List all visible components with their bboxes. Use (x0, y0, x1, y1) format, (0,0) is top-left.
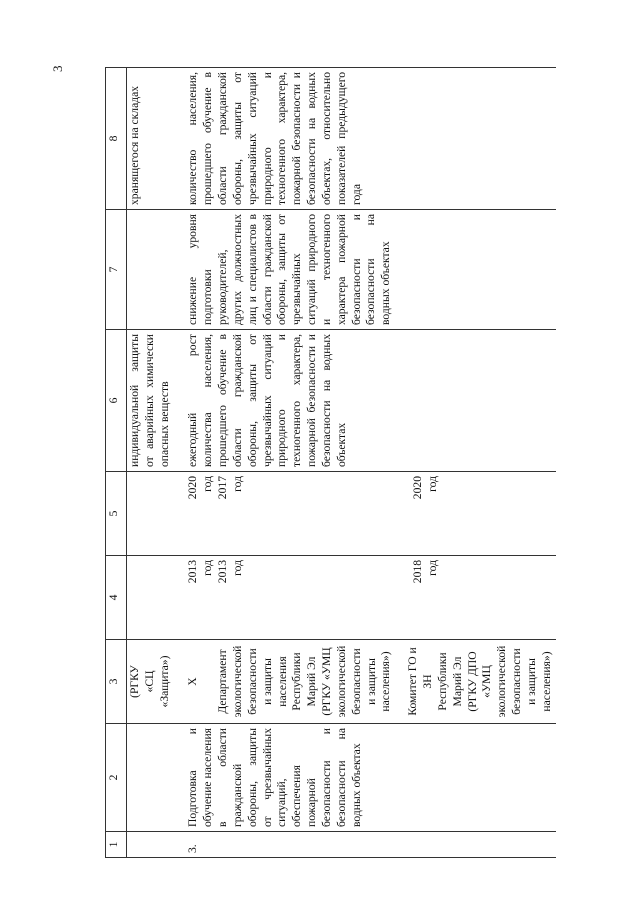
col-header-7: 7 (106, 210, 127, 330)
expected-result: ежегодный рост количества населения, прошедшего обучение в области гражданской обороны, защиты от чрезвычайных ситуаций природного и техногенного характера, пожарной безопасности и безопасности на водных объектах (185, 330, 555, 472)
col-header-1: 1 (106, 832, 127, 858)
measure-title: Подготовка и обучение населения в области гражданской обороны, защиты от чрезвычайных ситуаций, обеспечения пожарной безопасности и безопасности на водных объектах (185, 724, 555, 832)
start-year-2: 2013 год (216, 560, 244, 584)
col-header-3: 3 (106, 640, 127, 724)
col-header-8: 8 (106, 68, 127, 210)
end-year-2: 2017 год (216, 476, 244, 500)
start-year-3: 2018 год (410, 560, 439, 584)
col-header-2: 2 (106, 724, 127, 832)
executor-3: Комитет ГО и ЗН Республики Марий Эл (РГКУ ДПО «УМЦ экологической безопасности и защиты населения») (406, 645, 553, 718)
col-header-5: 5 (106, 472, 127, 556)
page-number: 3 (50, 65, 65, 72)
plan-table (105, 67, 556, 858)
consequence-of-non-implementation: снижение уровня подготовки руководителей, других должностных лиц и специалистов в области гражданской обороны, защиты от чрезвычайных ситуаций природного и техногенного характера пожарной безопасности и безопасности на водных объектах (185, 210, 555, 330)
continuation-executor: (РГКУ «СЦ «Защита») (128, 655, 171, 708)
column-number-row (106, 68, 127, 858)
indicator-relation: количество населения, прошедшего обучение в области гражданской обороны, защиты от чрезвычайных ситуаций природного и техногенного характера, пожарной безопасности и безопасности на водных объектах, относительно показателей предыдущего года (185, 68, 555, 210)
rotated-table-sheet (105, 68, 635, 858)
end-year-1: 2020 год (186, 476, 215, 500)
col-header-4: 4 (106, 556, 127, 640)
continuation-row (127, 68, 174, 858)
continuation-result: индивидуальной защиты от аварийных химически опасных веществ (127, 330, 174, 472)
start-year-1: 2013 год (186, 560, 215, 584)
executor-2: Департамент экологической безопасности и защиты населения Республики Марий Эл (РГКУ «УМЦ экологической безопасности и защиты населения») (216, 645, 393, 718)
executor-1: Х (186, 677, 200, 686)
continuation-indicator: хранящегося на складах (127, 68, 174, 210)
col-header-6: 6 (106, 330, 127, 472)
row-number: 3. (185, 832, 555, 858)
table-row (185, 68, 555, 858)
end-year-3: 2020 год (410, 476, 439, 500)
